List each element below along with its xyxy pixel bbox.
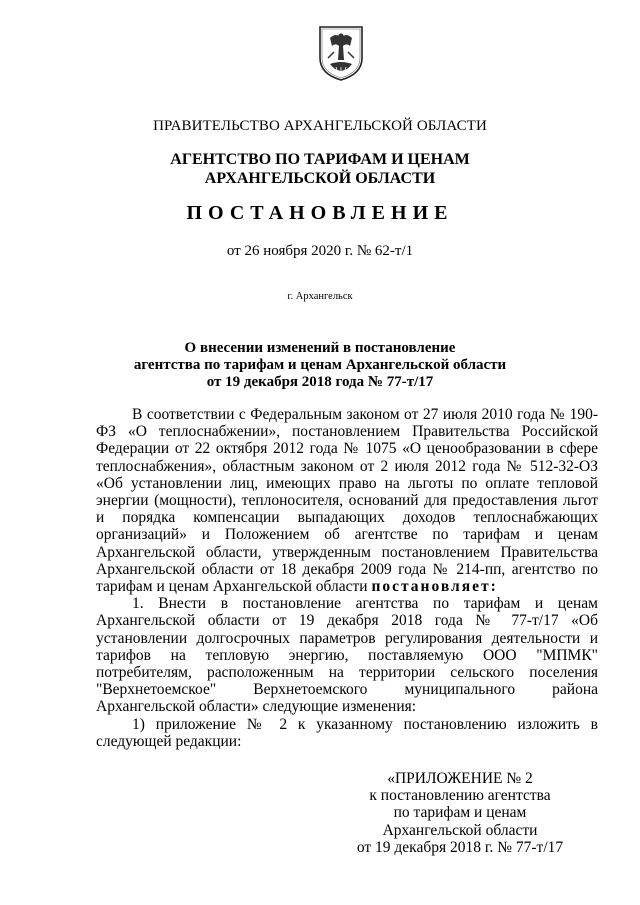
appendix-line1: «ПРИЛОЖЕНИЕ № 2	[387, 770, 533, 787]
preamble-text: В соответствии с Федеральным законом от 27 июля 2010 года № 190-ФЗ «О теплоснабжении», постановлением Правительства Российской Федерации от 22 октября 2012 года № 1075 «О ценообразовании в сфере теплоснабжения», областным законом от 2 июля 2012 года № 512-32-ОЗ «Об установлении лиц, имеющих право на льготы по оплате тепловой энергии (мощности), теплоносителя, оснований для предоставления льгот и порядка компенсации выпадающих доходов теплоснабжающих организаций» и Положением об агентстве по тарифам и ценам Архангельской области, утвержденным постановлением Правительства Архангельской области от 18 декабря 2009 года № 214-пп, агентство по тарифам и ценам Архангельской области	[96, 406, 598, 596]
agency-name-line1: АГЕНТСТВО ПО ТАРИФАМ И ЦЕНАМ	[170, 151, 470, 168]
agency-name-line2: АРХАНГЕЛЬСКОЙ ОБЛАСТИ	[204, 170, 436, 187]
coat-of-arms-icon	[316, 24, 366, 82]
appendix-header	[330, 770, 590, 856]
appendix-line3: по тарифам и ценам	[393, 804, 527, 822]
item-1-1-paragraph: 1) приложение № 2 к указанному постановлению изложить в следующей редакции:	[96, 715, 598, 750]
appendix-line2: к постановлению агентства	[369, 787, 551, 805]
decides-word: постановляет	[371, 578, 491, 596]
item-1-paragraph: 1. Внести в постановление агентства по тарифам и ценам Архангельской области от 19 декабря 2018 года № 77-т/17 «Об установлении долгосрочных параметров регулирования деятельности и тарифов на тепловую энергию, поставляемую ООО "МПМК" потребителям, расположенным на территории сельского поселения "Верхнетоемское" Верхнетоемского муниципального района Архангельской области» следующие изменения:	[96, 595, 598, 716]
document-type-title: ПОСТАНОВЛЕНИЕ	[186, 202, 454, 224]
subject-line1: О внесении изменений в постановление	[184, 340, 456, 356]
decides-colon: :	[490, 578, 498, 596]
appendix-line4: Архангельской области	[382, 821, 538, 839]
appendix-line5: от 19 декабря 2018 г. № 77-т/17	[356, 838, 564, 856]
preamble-paragraph	[96, 406, 598, 595]
document-date-number: от 26 ноября 2020 г. № 62-т/1	[226, 243, 414, 259]
government-name: ПРАВИТЕЛЬСТВО АРХАНГЕЛЬСКОЙ ОБЛАСТИ	[153, 118, 487, 134]
document-city: г. Архангельск	[287, 291, 353, 302]
document-subject	[0, 340, 640, 391]
subject-line3: от 19 декабря 2018 года № 77-т/17	[206, 374, 434, 390]
agency-name	[0, 150, 640, 188]
document-body	[96, 406, 598, 750]
subject-line2: агентства по тарифам и ценам Архангельской области	[133, 357, 507, 373]
